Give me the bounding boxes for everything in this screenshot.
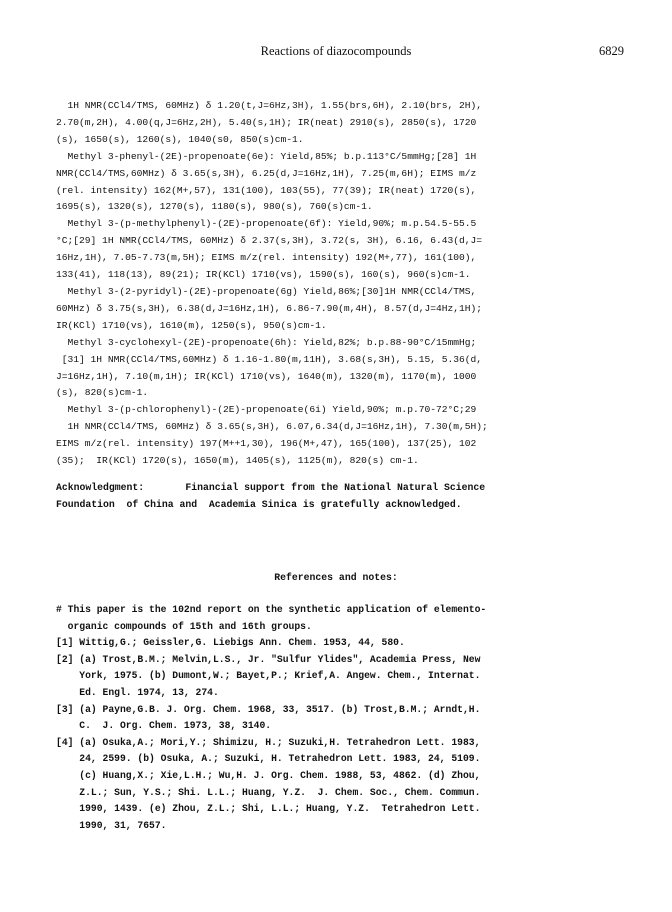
body-line: 133(41), 118(13), 89(21); IR(KCl) 1710(vs), 1590(s), 160(s), 960(s)cm-1.: [56, 269, 471, 281]
reference-line: [2] (a) Trost,B.M.; Melvin,L.S., Jr. "Sulfur Ylides", Academia Press, New: [56, 653, 481, 665]
reference-line: (c) Huang,X.; Xie,L.H.; Wu,H. J. Org. Chem. 1988, 53, 4862. (d) Zhou,: [56, 769, 481, 781]
body-line: °C;[29] 1H NMR(CCl4/TMS, 60MHz) δ 2.37(s,3H), 3.72(s, 3H), 6.16, 6.43(d,J=: [56, 235, 483, 247]
body-line: 1695(s), 1320(s), 1270(s), 1180(s), 980(s), 760(s)cm-1.: [56, 201, 373, 213]
reference-line: 1990, 31, 7657.: [56, 819, 167, 831]
reference-line: 24, 2599. (b) Osuka, A.; Suzuki, H. Tetrahedron Lett. 1983, 24, 5109.: [56, 753, 481, 765]
body-line: Methyl 3-(p-chlorophenyl)-(2E)-propenoate(6i) Yield,90%; m.p.70-72°C;29: [56, 404, 477, 416]
page-number: 6829: [599, 44, 624, 58]
references-heading: References and notes:: [274, 572, 398, 583]
body-line: 60MHz) δ 3.75(s,3H), 6.38(d,J=16Hz,1H), 6.86-7.90(m,4H), 8.57(d,J=4Hz,1H);: [56, 302, 483, 314]
body-line: 1H NMR(CCl4/TMS, 60MHz) δ 3.65(s,3H), 6.07,6.34(d,J=16Hz,1H), 7.30(m,5H);: [56, 421, 488, 433]
reference-line: York, 1975. (b) Dumont,W.; Bayet,P.; Krief,A. Angew. Chem., Internat.: [56, 670, 481, 682]
reference-line: C. J. Org. Chem. 1973, 38, 3140.: [56, 720, 272, 732]
body-line: NMR(CCl4/TMS,60MHz) δ 3.65(s,3H), 6.25(d,J=16Hz,1H), 7.25(m,6H); EIMS m/z: [56, 167, 477, 179]
acknowledgment-line: Acknowledgment: Financial support from the National Natural Science: [56, 482, 486, 493]
body-line: (35); IR(KCl) 1720(s), 1650(m), 1405(s), 1125(m), 820(s) cm-1.: [56, 455, 419, 467]
body-line: (s), 820(s)cm-1.: [56, 387, 149, 399]
reference-line: [4] (a) Osuka,A.; Mori,Y.; Shimizu, H.; Suzuki,H. Tetrahedron Lett. 1983,: [56, 736, 481, 748]
body-line: Methyl 3-cyclohexyl-(2E)-propenoate(6h): Yield,82%; b.p.88-90°C/15mmHg;: [56, 336, 477, 348]
body-line: 16Hz,1H), 7.05-7.73(m,5H); EIMS m/z(rel. intensity) 192(M+,77), 161(100),: [56, 252, 477, 264]
experimental-data: [56, 98, 638, 470]
references-list: [56, 602, 638, 834]
acknowledgment-line: Foundation of China and Academia Sinica is gratefully acknowledged.: [56, 498, 462, 510]
body-line: 1H NMR(CCl4/TMS, 60MHz) δ 1.20(t,J=6Hz,3H), 1.55(brs,6H), 2.10(brs, 2H),: [56, 100, 483, 111]
body-line: [31] 1H NMR(CCl4/TMS,60MHz) δ 1.16-1.80(m,11H), 3.68(s,3H), 5.15, 5.36(d,: [56, 353, 483, 365]
body-line: 2.70(m,2H), 4.00(q,J=6Hz,2H), 5.40(s,1H); IR(neat) 2910(s), 2850(s), 1720: [56, 116, 477, 128]
reference-line: 1990, 1439. (e) Zhou, Z.L.; Shi, L.L.; Huang, Y.Z. Tetrahedron Lett.: [56, 803, 481, 815]
reference-line: [3] (a) Payne,G.B. J. Org. Chem. 1968, 33, 3517. (b) Trost,B.M.; Arndt,H.: [56, 703, 481, 715]
reference-line: organic compounds of 15th and 16th groups.: [56, 620, 312, 632]
running-header: [0, 44, 672, 60]
reference-line: Z.L.; Sun, Y.S.; Shi. L.L.; Huang, Y.Z. J. Chem. Soc., Chem. Commun.: [56, 786, 481, 798]
body-line: (rel. intensity) 162(M+,57), 131(100), 103(55), 77(39); IR(neat) 1720(s),: [56, 184, 477, 196]
body-line: IR(KCl) 1710(vs), 1610(m), 1250(s), 950(s)cm-1.: [56, 319, 327, 331]
reference-line: Ed. Engl. 1974, 13, 274.: [56, 686, 219, 698]
body-line: Methyl 3-(p-methylphenyl)-(2E)-propenoate(6f): Yield,90%; m.p.54.5-55.5: [56, 218, 477, 230]
body-line: EIMS m/z(rel. intensity) 197(M++1,30), 196(M+,47), 165(100), 137(25), 102: [56, 438, 477, 450]
running-title: Reactions of diazocompounds: [260, 44, 412, 58]
reference-line: [1] Wittig,G.; Geissler,G. Liebigs Ann. Chem. 1953, 44, 580.: [56, 637, 405, 649]
body-line: Methyl 3-(2-pyridyl)-(2E)-propenoate(6g) Yield,86%;[30]1H NMR(CCl4/TMS,: [56, 285, 477, 297]
acknowledgment: [56, 480, 616, 514]
body-line: J=16Hz,1H), 7.10(m,1H); IR(KCl) 1710(vs), 1640(m), 1320(m), 1170(m), 1000: [56, 370, 477, 382]
body-line: (s), 1650(s), 1260(s), 1040(s0, 850(s)cm-1.: [56, 133, 304, 145]
reference-line: # This paper is the 102nd report on the synthetic application of elemento-: [56, 604, 487, 615]
body-line: Methyl 3-phenyl-(2E)-propenoate(6e): Yield,85%; b.p.113°C/5mmHg;[28] 1H: [56, 150, 477, 162]
